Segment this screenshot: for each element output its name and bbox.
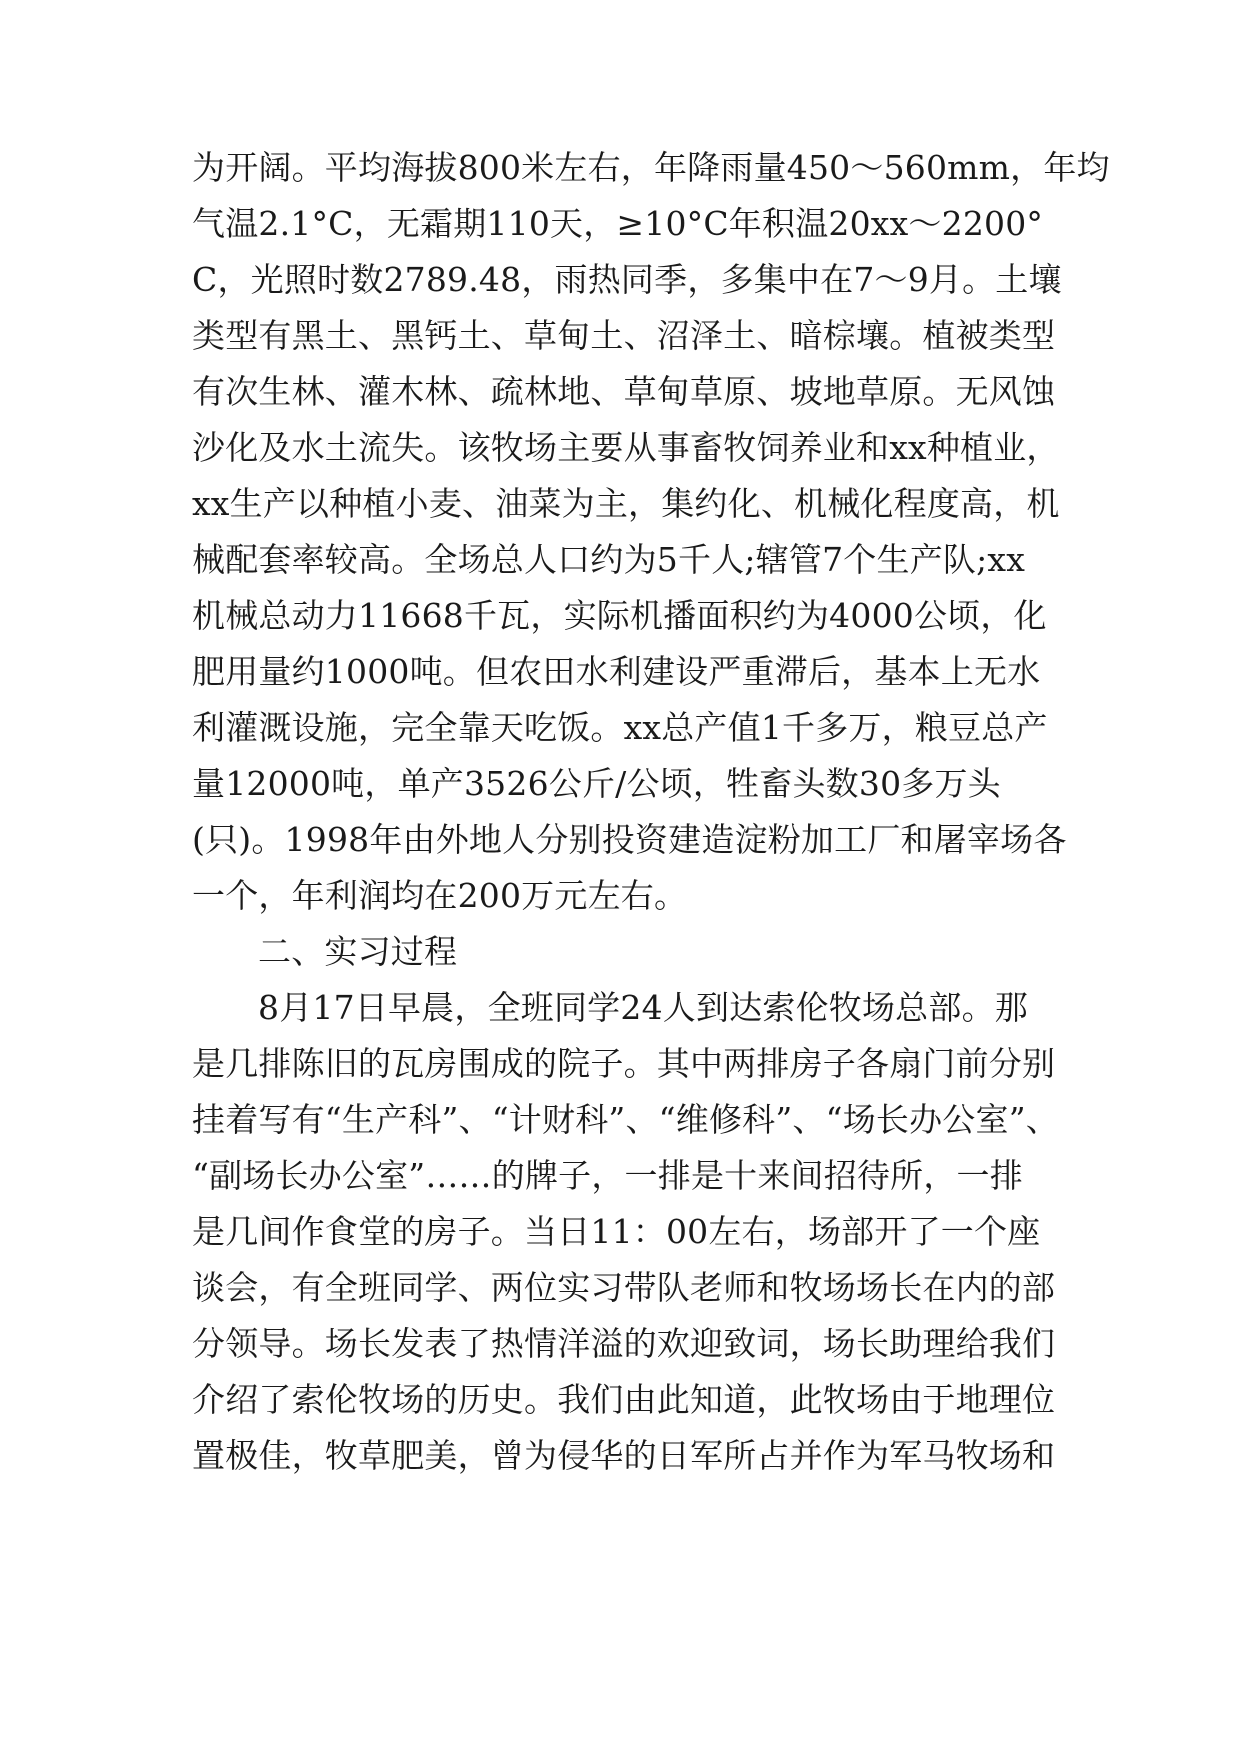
text-line: 机械总动力11668千瓦，实际机播面积约为4000公顷，化 — [192, 596, 1047, 635]
text-line: 有次生林、灌木林、疏林地、草甸草原、坡地草原。无风蚀 — [192, 372, 1056, 411]
text-line: 8月17日早晨，全班同学24人到达索伦牧场总部。那 — [258, 988, 1028, 1027]
text-line: 是几排陈旧的瓦房围成的院子。其中两排房子各扇门前分别 — [192, 1044, 1056, 1083]
text-line: 利灌溉设施，完全靠天吃饭。xx总产值1千多万，粮豆总产 — [192, 708, 1048, 747]
text-line: 肥用量约1000吨。但农田水利建设严重滞后，基本上无水 — [192, 652, 1041, 691]
text-line: 量12000吨，单产3526公斤/公顷，牲畜头数30多万头 — [192, 764, 1001, 803]
text-line: 械配套率较高。全场总人口约为5千人;辖管7个生产队;xx — [192, 540, 1026, 579]
text-line: (只)。1998年由外地人分别投资建造淀粉加工厂和屠宰场各 — [192, 820, 1067, 859]
text-line: 介绍了索伦牧场的历史。我们由此知道，此牧场由于地理位 — [192, 1380, 1056, 1419]
text-line: 气温2.1°C，无霜期110天，≥10°C年积温20xx～2200° — [192, 204, 1044, 243]
text-line: “副场长办公室”……的牌子，一排是十来间招待所，一排 — [192, 1156, 1023, 1195]
text-line: xx生产以种植小麦、油菜为主，集约化、机械化程度高，机 — [192, 484, 1060, 523]
text-line: 一个，年利润均在200万元左右。 — [192, 876, 688, 915]
text-line: 是几间作食堂的房子。当日11：00左右，场部开了一个座 — [192, 1212, 1041, 1251]
text-line: 谈会，有全班同学、两位实习带队老师和牧场场长在内的部 — [192, 1268, 1056, 1307]
section-heading: 二、实习过程 — [258, 932, 458, 971]
text-line: 类型有黑土、黑钙土、草甸土、沼泽土、暗棕壤。植被类型 — [192, 316, 1056, 355]
text-line: C，光照时数2789.48，雨热同季，多集中在7～9月。土壤 — [192, 260, 1062, 299]
text-line: 分领导。场长发表了热情洋溢的欢迎致词，场长助理给我们 — [192, 1324, 1056, 1363]
text-line: 为开阔。平均海拔800米左右，年降雨量450～560mm，年均 — [192, 148, 1110, 187]
text-line: 置极佳，牧草肥美，曾为侵华的日军所占并作为军马牧场和 — [192, 1436, 1056, 1475]
text-line: 沙化及水土流失。该牧场主要从事畜牧饲养业和xx种植业， — [192, 428, 1060, 467]
text-line: 挂着写有“生产科”、“计财科”、“维修科”、“场长办公室”、 — [192, 1100, 1059, 1139]
